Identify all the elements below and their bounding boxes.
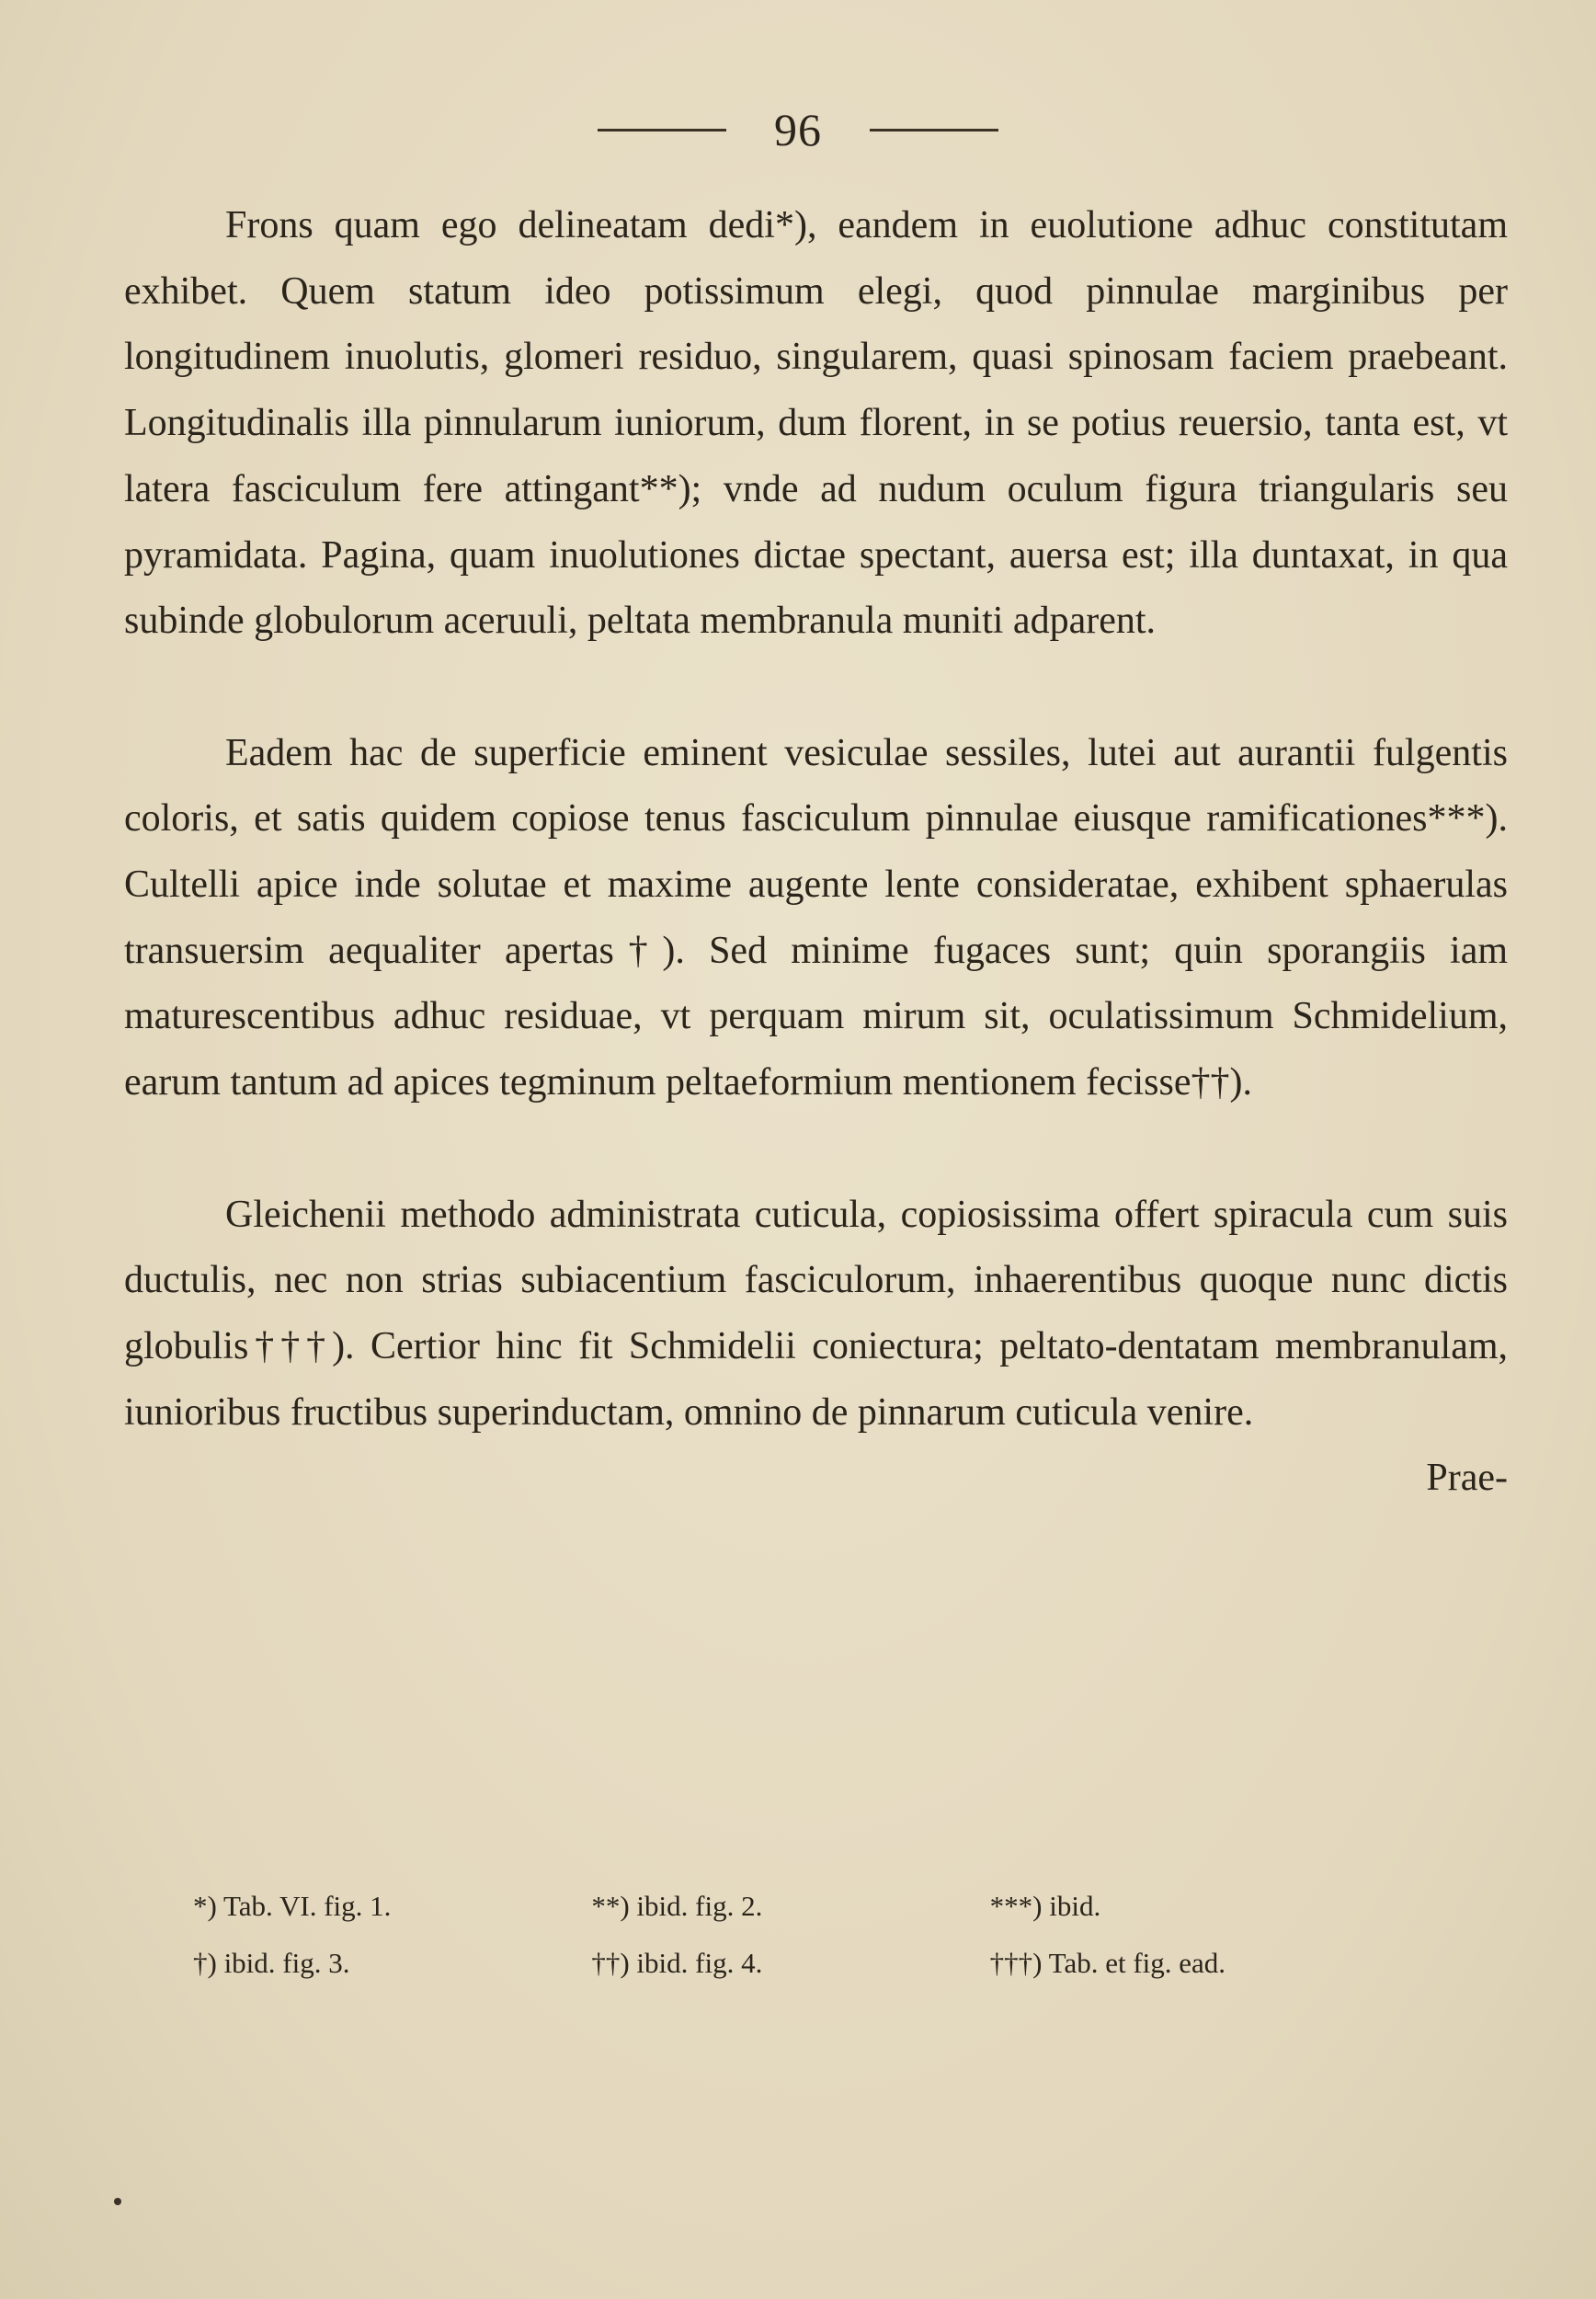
footnote-row <box>193 1878 1388 1935</box>
ink-speck <box>114 2198 121 2205</box>
footnote-row <box>193 1935 1388 1992</box>
footnote: *) Tab. VI. fig. 1. <box>193 1890 392 1922</box>
footnote: †) ibid. fig. 3. <box>193 1947 350 1979</box>
footnote: **) ibid. fig. 2. <box>591 1890 763 1922</box>
catchword: Prae- <box>1426 1457 1508 1500</box>
footnotes <box>193 1878 1388 1992</box>
body-text <box>124 193 1508 1512</box>
page-header <box>0 103 1596 156</box>
paragraph-2: Eadem hac de superficie eminent vesiculae sessiles, lutei aut aurantii fulgentis coloris, et satis quidem copiose tenus fasciculum pinnulae eiusque ramificationes***). Cultelli apice inde solutae et maxime augente lente consideratae, exhibent sphaerulas transuersim aequaliter apertas†). Sed minime fugaces sunt; quin sporangiis iam maturescentibus adhuc residuae, vt perquam mirum sit, oculatissimum Schmidelium, earum tantum ad apices tegminum peltaeformium mentionem fecisse††). <box>124 731 1508 1104</box>
header-rule-left <box>598 129 726 132</box>
header-rule-right <box>870 129 998 132</box>
page-number: 96 <box>774 104 822 155</box>
footnote: ***) ibid. <box>989 1890 1101 1922</box>
paragraph-1: Frons quam ego delineatam dedi*), eandem in euolutione adhuc constitutam exhibet. Quem statum ideo potissimum elegi, quod pinnulae marginibus per longitudinem inuolutis, glomeri residuo, singularem, quasi spinosam faciem praebeant. Longitudinalis illa pinnularum iuniorum, dum florent, in se potius reuersio, tanta est, vt latera fasciculum fere attingant**); vnde ad nudum oculum figura triangularis seu pyramidata. Pagina, quam inuolutiones dictae spectant, auersa est; illa duntaxat, in qua subinde globulorum aceruuli, peltata membranula muniti adparent. <box>124 204 1508 643</box>
paragraph-3: Gleichenii methodo administrata cuticula, copiosissima offert spiracula cum suis ductulis, nec non strias subiacentium fasciculorum, inhaerentibus quoque nunc dictis globulis†††). Certior hinc fit Schmidelii coniectura; peltato-dentatam membranulam, iunioribus fructibus superinductam, omnino de pinnarum cuticula venire. <box>124 1193 1508 1434</box>
footnote: ††) ibid. fig. 4. <box>591 1947 763 1979</box>
footnote: †††) Tab. et fig. ead. <box>989 1947 1226 1979</box>
